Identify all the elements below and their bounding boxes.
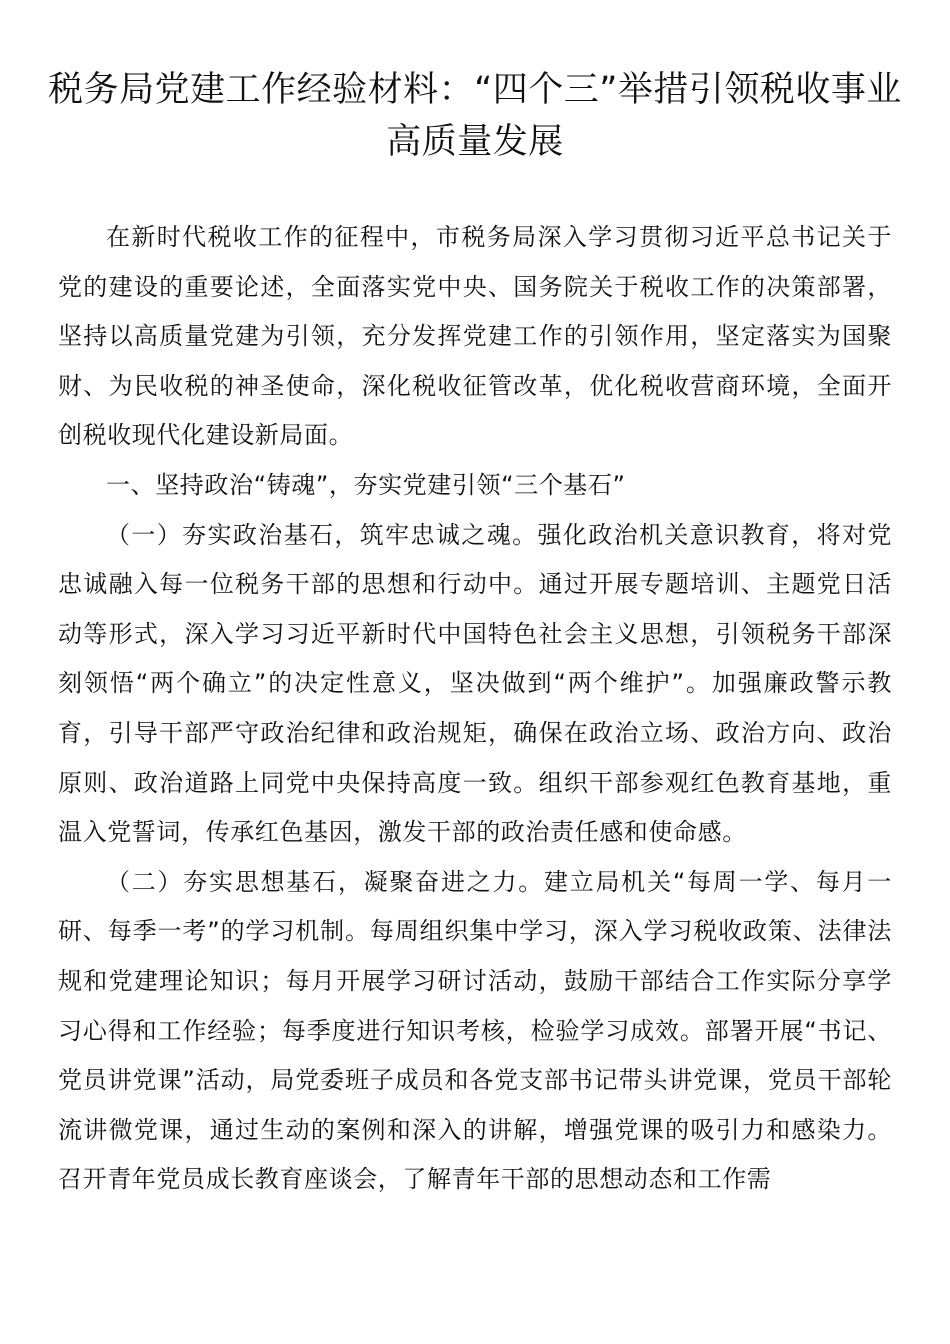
subsection-paragraph-2: （二）夯实思想基石，凝聚奋进之力。建立局机关“每周一学、每月一研、每季一考”的学习机制。每周组织集中学习，深入学习税收政策、法律法规和党建理论知识；每月开展学习研讨活动，鼓励干部结合工作实际分享学习心得和工作经验；每季度进行知识考核，检验学习成效。部署开展“书记、党员讲党课”活动，局党委班子成员和各党支部书记带头讲党课，党员干部轮流讲微党课，通过生动的案例和深入的讲解，增强党课的吸引力和感染力。召开青年党员成长教育座谈会，了解青年干部的思想动态和工作需 bbox=[58, 867, 892, 1194]
section-heading-1: 一、坚持政治“铸魂”，夯实党建引领“三个基石” bbox=[106, 470, 626, 499]
intro-paragraph: 在新时代税收工作的征程中，市税务局深入学习贯彻习近平总书记关于党的建设的重要论述，全面落实党中央、国务院关于税收工作的决策部署，坚持以高质量党建为引领，充分发挥党建工作的引领作用，坚定落实为国聚财、为民收税的神圣使命，深化税收征管改革，优化税收营商环境，全面开创税收现代化建设新局面。 bbox=[58, 223, 892, 450]
document-title: 税务局党建工作经验材料：“四个三”举措引领税收事业高质量发展 bbox=[48, 70, 902, 162]
document-body bbox=[58, 213, 892, 1205]
subsection-paragraph-1: （一）夯实政治基石，筑牢忠诚之魂。强化政治机关意识教育，将对党忠诚融入每一位税务干部的思想和行动中。通过开展专题培训、主题党日活动等形式，深入学习习近平新时代中国特色社会主义思想，引领税务干部深刻领悟“两个确立”的决定性意义，坚决做到“两个维护”。加强廉政警示教育，引导干部严守政治纪律和政治规矩，确保在政治立场、政治方向、政治原则、政治道路上同党中央保持高度一致。组织干部参观红色教育基地，重温入党誓词，传承红色基因，激发干部的政治责任感和使命感。 bbox=[58, 520, 892, 847]
